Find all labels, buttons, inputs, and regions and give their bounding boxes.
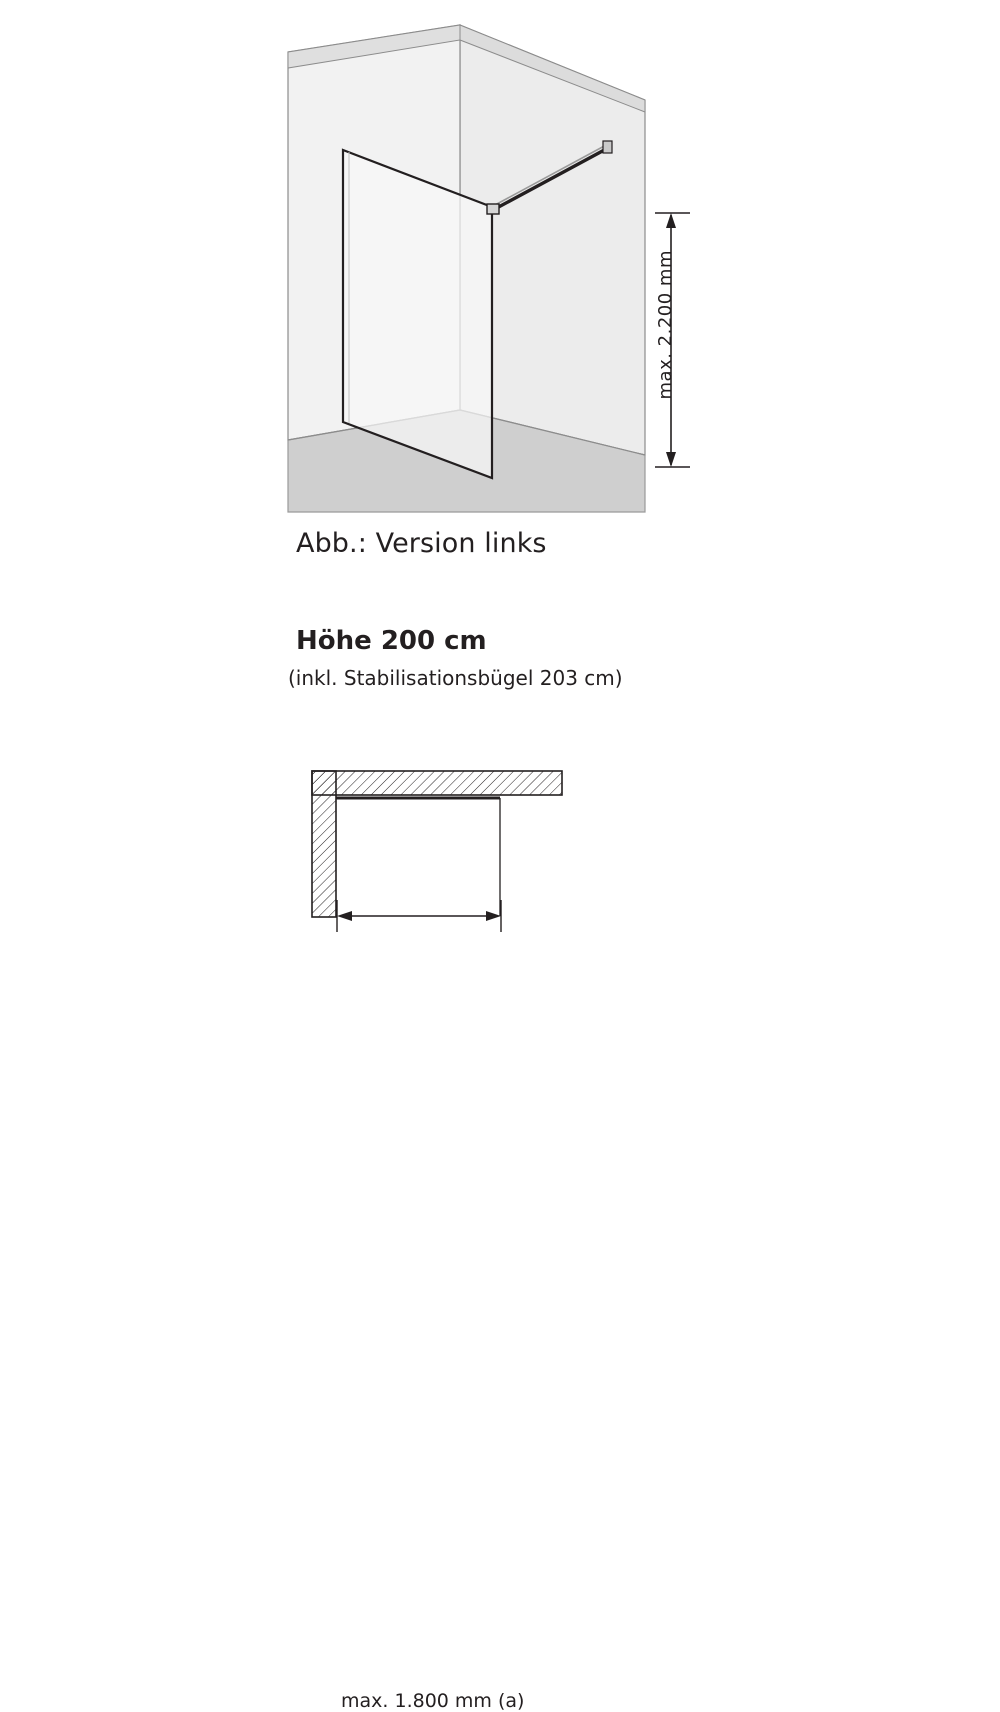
plan-wall-left: [312, 771, 336, 917]
height-subtitle: (inkl. Stabilisationsbügel 203 cm): [288, 666, 623, 690]
stabilizer-glass-clamp: [487, 204, 499, 214]
height-title: Höhe 200 cm: [296, 626, 487, 656]
figure-caption: Abb.: Version links: [296, 528, 547, 559]
plan-dimension-arrow-right: [486, 911, 501, 921]
plan-drawing: [0, 740, 1000, 1712]
plan-dimension-arrow-left: [337, 911, 352, 921]
plan-wall-top: [312, 771, 562, 795]
isometric-drawing: [0, 0, 1000, 520]
glass-panel: [343, 150, 492, 478]
vertical-dimension-arrow-bottom: [666, 452, 676, 467]
isometric-svg: [0, 0, 1000, 520]
stabilizer-wall-bracket: [603, 141, 612, 153]
vertical-dimension-arrow-top: [666, 213, 676, 228]
vertical-dimension-label: max. 2.200 mm: [655, 250, 676, 400]
plan-dimension-label: max. 1.800 mm (a): [341, 1690, 525, 1712]
plan-svg: [0, 740, 1000, 1000]
